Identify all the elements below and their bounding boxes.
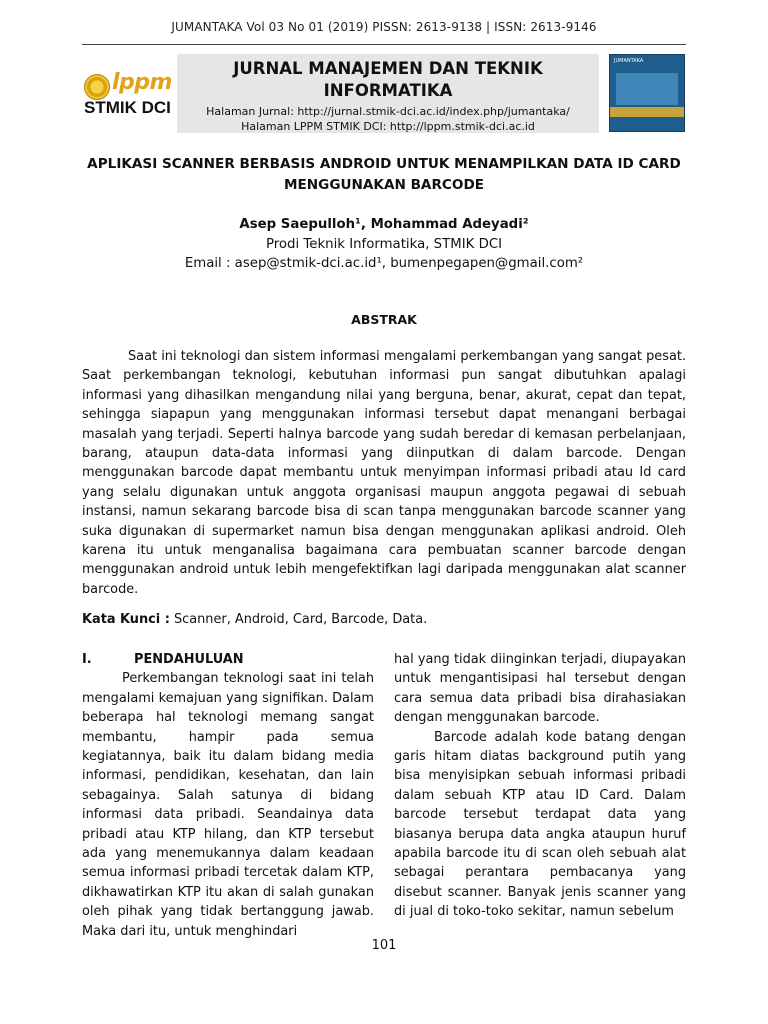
abstract-heading: ABSTRAK (351, 312, 417, 327)
cover-band (610, 107, 685, 117)
journal-link[interactable]: Halaman Jurnal: http://jurnal.stmik-dci.ac.id/index.php/jumantaka/ (206, 105, 570, 118)
column-right (394, 650, 686, 922)
keywords-text: Scanner, Android, Card, Barcode, Data. (169, 612, 428, 627)
barcode-paragraph: Barcode adalah kode batang dengan garis hitam diatas background putih yang bisa menyisipkan sebuah informasi pribadi dalam sebuah KTP atau ID Card. Dalam barcode tersebut terdapat data yang biasanya berupa data angka ataupun huruf apabila barcode itu di scan oleh sebuah alat sebagai perantara pembacanya yang disebut scanner. Banyak jenis scanner yang di jual di toko-toko sekitar, namun sebelum (394, 729, 686, 920)
paper-title: APLIKASI SCANNER BERBASIS ANDROID UNTUK MENAMPILKAN DATA ID CARD MENGGUNAKAN BARCODE (87, 156, 681, 193)
intro-paragraph-continued: hal yang tidak diinginkan terjadi, diupayakan untuk mengantisipasi hal tersebut dengan cara semua data pribadi bisa dirahasiakan dengan menggunakan barcode. (394, 652, 686, 726)
abstract-text: Saat ini teknologi dan sistem informasi mengalami perkembangan yang sangat pesat. Saat perkembangan teknologi, kebutuhan informasi pun sangat dibutuhkan apalagi informasi yang dihasilkan mengandung nilai yang berguna, benar, akurat, cepat dan tepat, sehingga siapapun yang menggunakan informasi tersebut dapat menangani berbagai masalah yang terjadi. Seperti halnya barcode yang sudah beredar di kemasan perbelanjaan, barang, ataupun data-data informasi yang diinputkan di dalam barcode. Dengan menggunakan barcode dapat membantu untuk menyimpan informasi pribadi atau Id card yang selalu digunakan untuk anggota organisasi maupun anggota pegawai di sebuah instansi, namun sekarang barcode bisa di scan tanpa menggunakan barcode scanner yang suka digunakan di supermarket namun bisa dengan menggunakan aplikasi android. Oleh karena itu untuk menganalisa bagaimana cara pembuatan scanner barcode dengan menggunakan android untuk lebih mengefektifkan lagi daripada menggunakan alat scanner barcode. (82, 349, 686, 597)
section-number: I. (82, 652, 92, 667)
cover-label: JUMANTAKA (614, 58, 644, 64)
section-heading (82, 650, 374, 669)
running-head: JUMANTAKA Vol 03 No 01 (2019) PISSN: 2613-9138 | ISSN: 2613-9146 (171, 20, 597, 34)
keywords-label: Kata Kunci : (82, 612, 170, 627)
page-number: 101 (371, 938, 397, 953)
paper-email: Email : asep@stmik-dci.ac.id¹, bumenpegapen@gmail.com² (184, 256, 584, 271)
paper-affiliation: Prodi Teknik Informatika, STMIK DCI (265, 237, 503, 252)
logo-institution: STMIK DCI (84, 98, 171, 117)
column-left (82, 650, 374, 941)
intro-paragraph: Perkembangan teknologi saat ini telah mengalami kemajuan yang signifikan. Dalam beberapa hal teknologi memang sangat membantu, hampir pada semua kegiatannya, baik itu dalam bidang media informasi, pendidikan, kesehatan, dan lain sebagainya. Salah satunya di bidang informasi data pribadi. Seandainya data pribadi atau KTP hilang, dan KTP tersebut ada yang menemukannya dalam keadaan semua informasi pribadi tercetak dalam KTP, dikhawatirkan KTP itu akan di salah gunakan oleh pihak yang tidak bertanggung jawab. Maka dari itu, untuk menghindari (82, 671, 374, 939)
keywords (82, 612, 686, 627)
journal-cover-image (609, 54, 685, 132)
logo-lppm-text: lppm (112, 70, 172, 95)
lppm-logo (84, 70, 176, 120)
section-title: PENDAHULUAN (134, 652, 244, 667)
lppm-link[interactable]: Halaman LPPM STMIK DCI: http://lppm.stmik-dci.ac.id (241, 120, 535, 133)
paper-authors: Asep Saepulloh¹, Mohammad Adeyadi² (239, 217, 529, 232)
journal-title (177, 58, 599, 102)
emblem-icon (84, 74, 110, 100)
cover-graphic (616, 73, 678, 105)
journal-links (177, 104, 599, 134)
header-rule (82, 44, 686, 45)
journal-title-text: JURNAL MANAJEMEN DAN TEKNIK INFORMATIKA (233, 59, 543, 100)
